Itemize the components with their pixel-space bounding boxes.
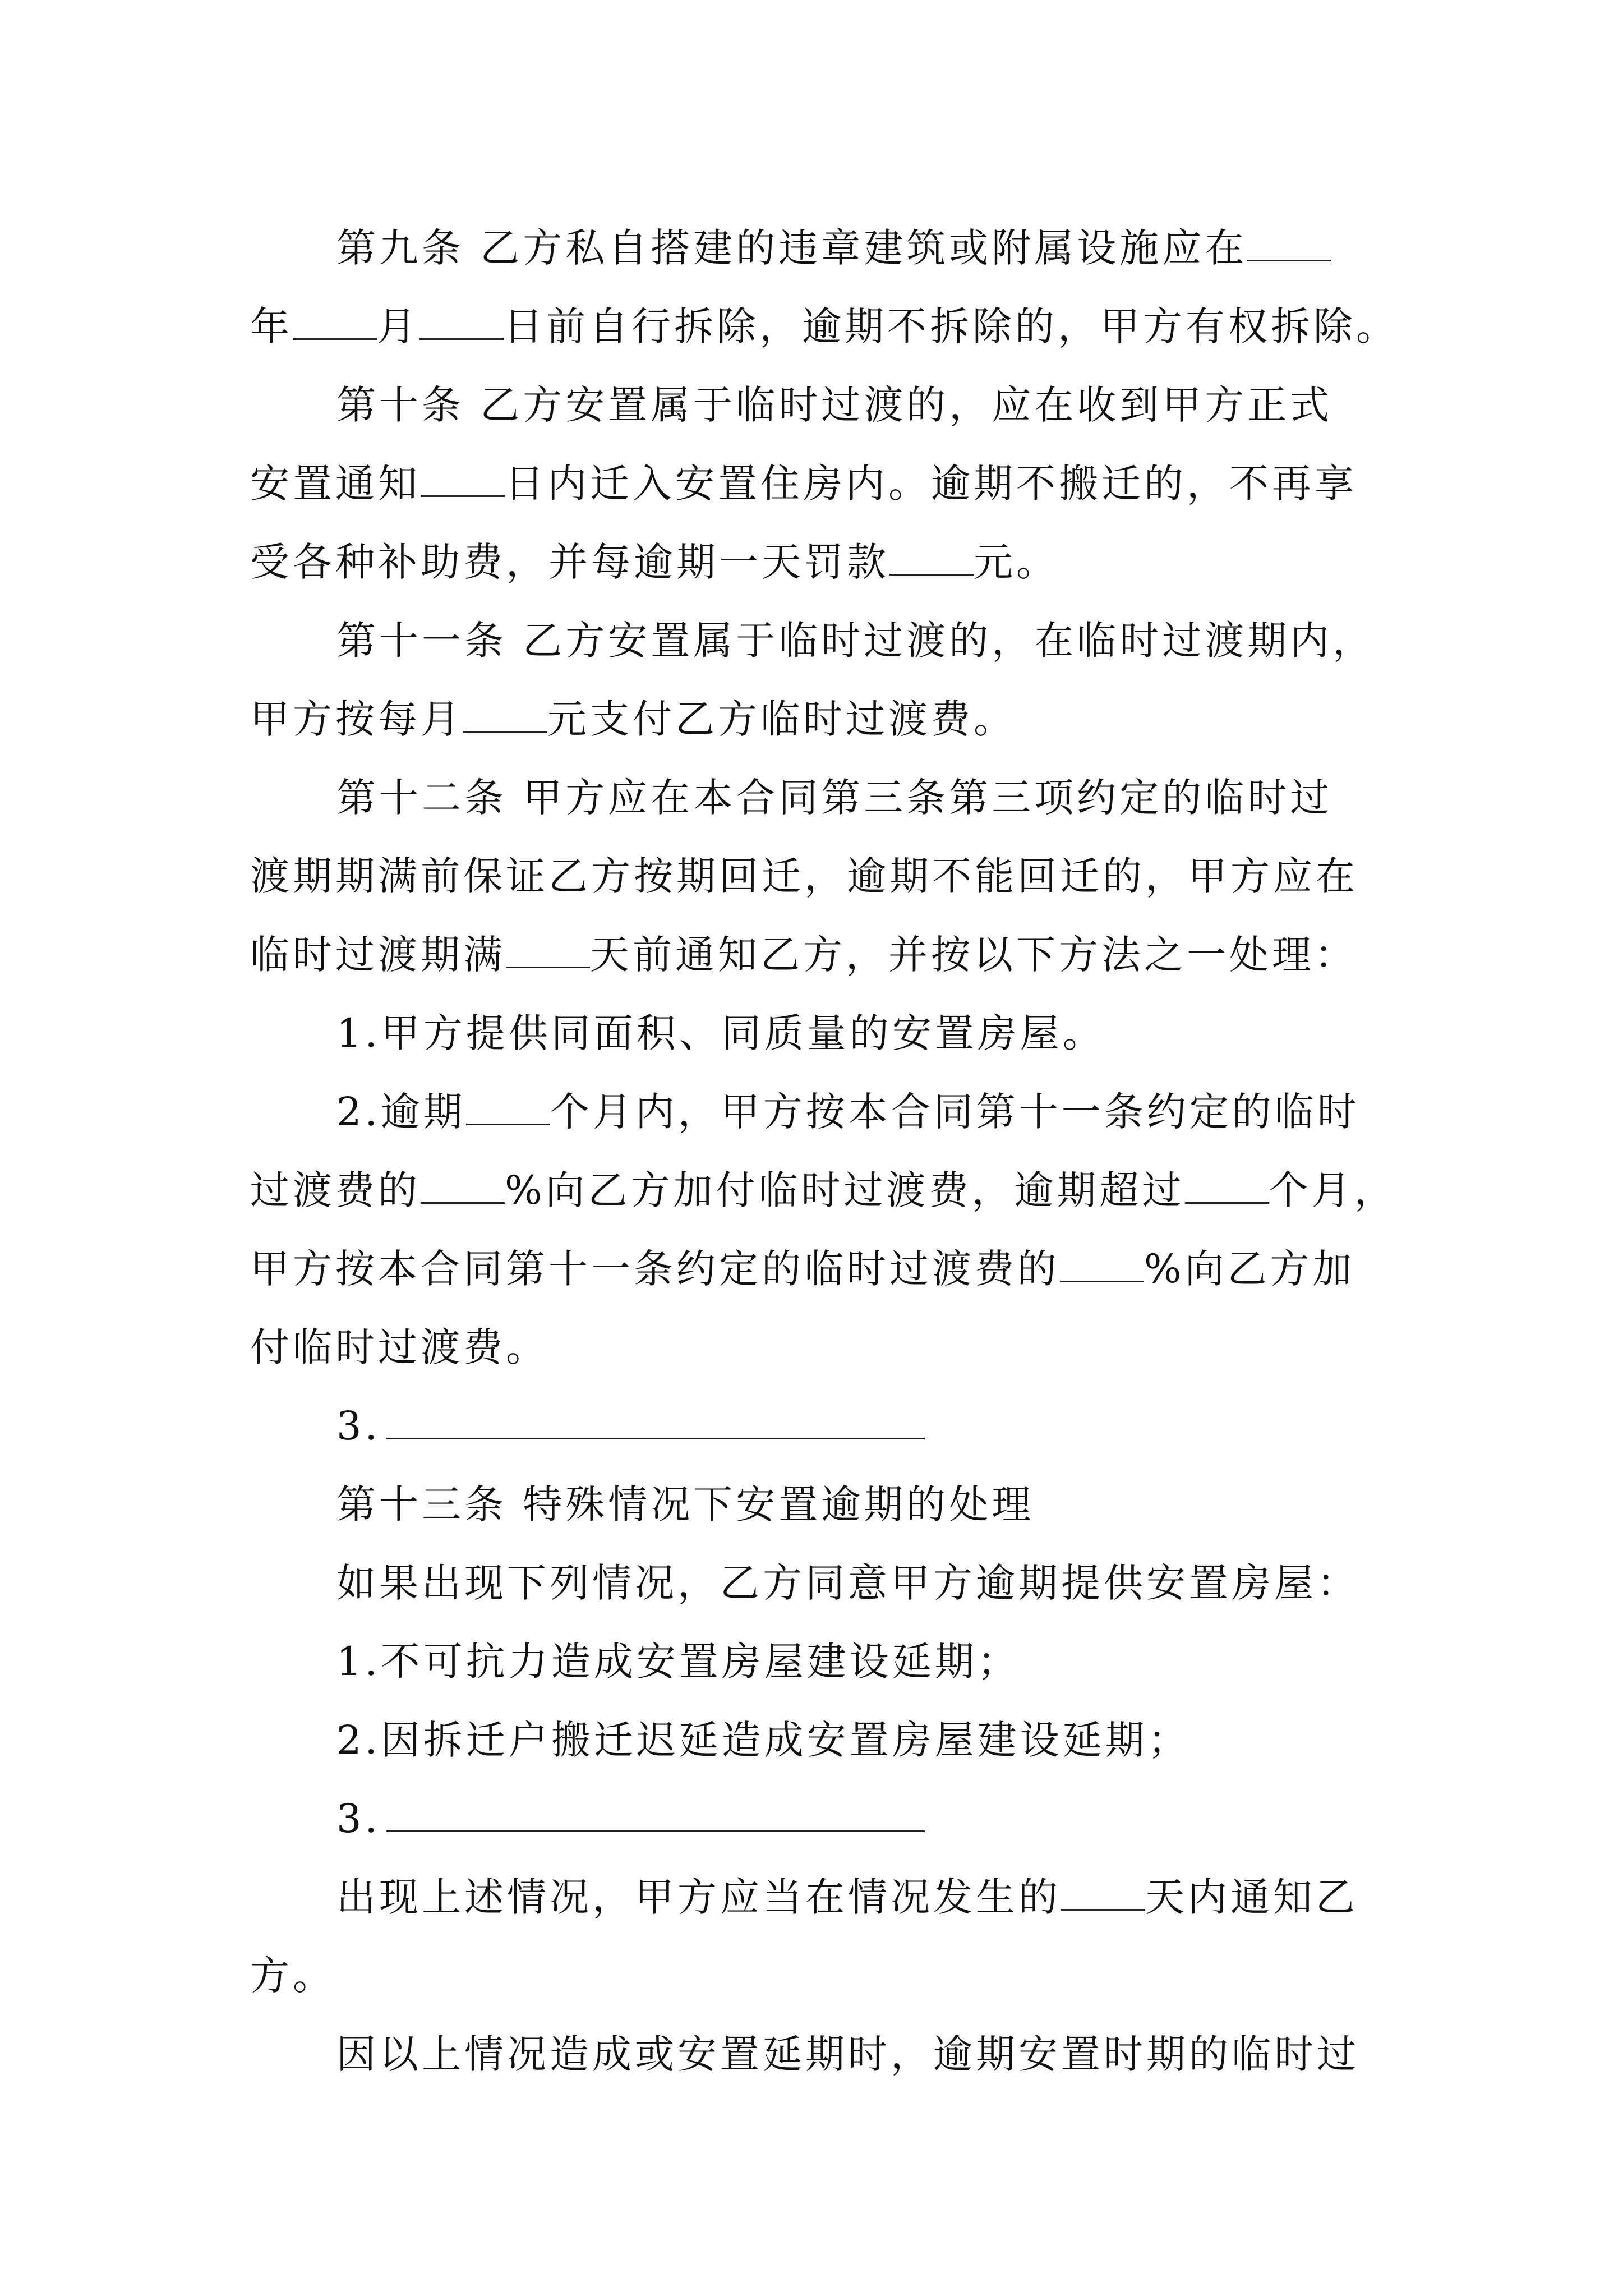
fill-blank — [889, 539, 974, 576]
article-9-line-2: 年 月 日前自行拆除，逾期不拆除的，甲方有权拆除。 — [250, 303, 1399, 349]
fill-blank — [421, 461, 505, 497]
fill-blank — [463, 696, 547, 733]
article-12-item-2-line-2: 过渡费的 %向乙方加付临时过渡费，逾期超过 个月， — [250, 1167, 1397, 1213]
article-11-line-2: 甲方按每月 元支付乙方临时过渡费。 — [250, 696, 1016, 742]
fill-blank — [506, 932, 590, 968]
fill-blank — [1247, 225, 1331, 261]
fill-blank-long — [386, 1403, 925, 1439]
fill-blank — [1061, 1874, 1145, 1911]
article-10-line-3: 受各种补助费，并每逾期一天罚款 元。 — [250, 539, 1059, 585]
article-11-line-1: 第十一条 乙方安置属于临时过渡的，在临时过渡期内， — [336, 618, 1376, 664]
fill-blank — [419, 303, 504, 340]
article-12-line-1: 第十二条 甲方应在本合同第三条第三项约定的临时过 — [336, 775, 1333, 821]
article-13-delay-line-1: 因以上情况造成或安置延期时，逾期安置时期的临时过 — [336, 2031, 1359, 2077]
article-13-item-1: 1.不可抗力造成安置房屋建设延期； — [336, 1639, 1020, 1685]
article-13-intro: 如果出现下列情况，乙方同意甲方逾期提供安置房屋： — [336, 1560, 1359, 1606]
article-12-line-3: 临时过渡期满 天前通知乙方，并按以下方法之一处理： — [250, 932, 1357, 978]
article-12-item-1: 1.甲方提供同面积、同质量的安置房屋。 — [336, 1010, 1105, 1056]
article-12-line-2: 渡期期满前保证乙方按期回迁，逾期不能回迁的，甲方应在 — [250, 853, 1358, 899]
article-13-item-2: 2.因拆迁户搬迁迟延造成安置房屋建设延期； — [336, 1717, 1191, 1763]
article-9-line-1: 第九条 乙方私自搭建的违章建筑或附属设施应在 — [336, 220, 1331, 276]
article-12-item-2-line-4: 付临时过渡费。 — [250, 1324, 548, 1370]
article-12-item-2-line-3: 甲方按本合同第十一条约定的临时过渡费的 %向乙方加 — [250, 1246, 1355, 1292]
article-10-line-2: 安置通知 日内迁入安置住房内。逾期不搬迁的，不再享 — [250, 461, 1357, 507]
fill-blank — [1060, 1246, 1144, 1282]
fill-blank-long — [386, 1796, 925, 1832]
article-12-item-3: 3. — [336, 1398, 925, 1454]
fill-blank — [421, 1167, 505, 1204]
article-13-item-3: 3. — [336, 1791, 925, 1847]
article-13-notice-line-1: 出现上述情况，甲方应当在情况发生的 天内通知乙 — [336, 1874, 1358, 1920]
article-12-item-2-line-1: 2.逾期 个月内，甲方按本合同第十一条约定的临时 — [336, 1089, 1360, 1135]
article-13-notice-line-2: 方。 — [250, 1953, 335, 1999]
fill-blank — [293, 303, 377, 340]
article-10-line-1: 第十条 乙方安置属于临时过渡的，应在收到甲方正式 — [336, 382, 1333, 428]
fill-blank — [1185, 1167, 1269, 1204]
fill-blank — [466, 1089, 550, 1125]
article-13-title: 第十三条 特殊情况下安置逾期的处理 — [336, 1481, 1035, 1527]
